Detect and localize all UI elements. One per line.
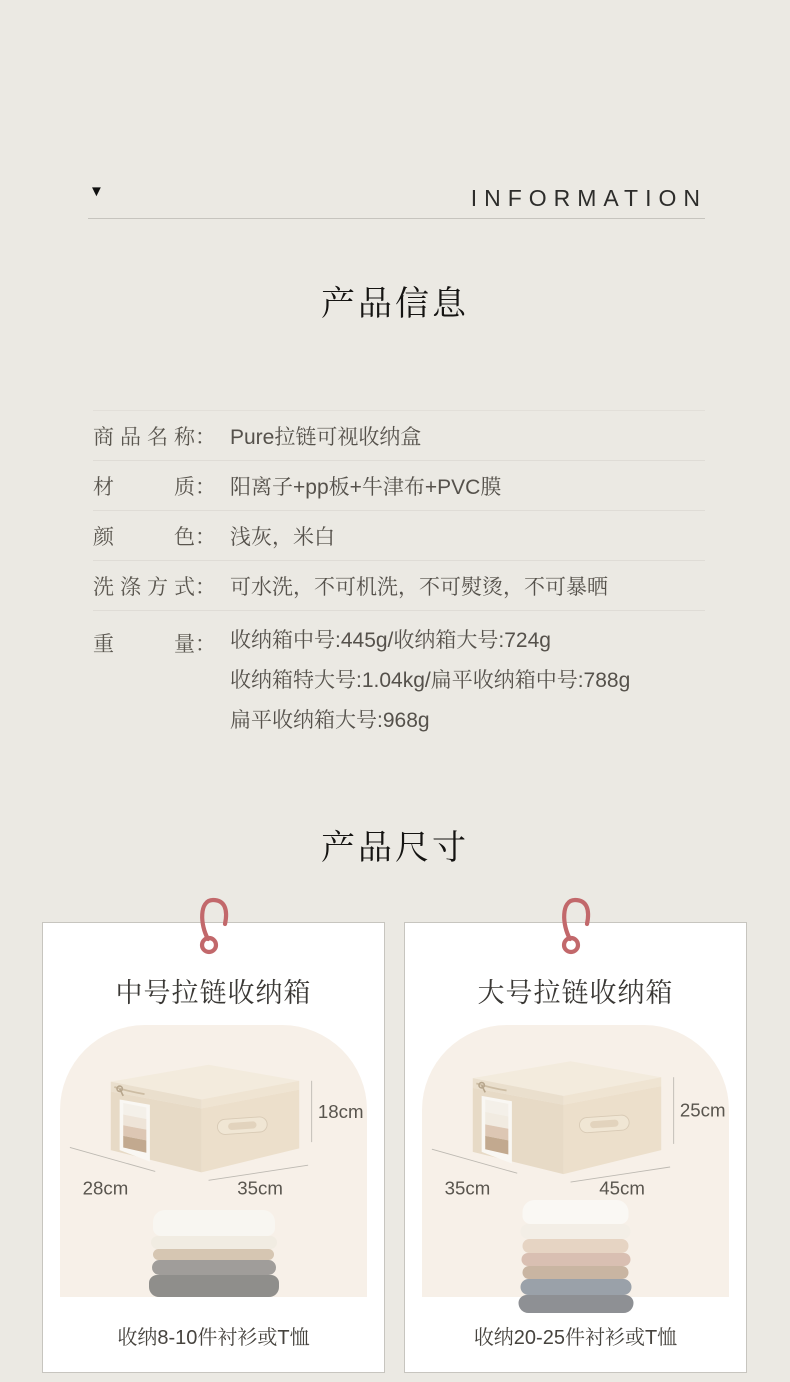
spec-label: 商品名称 xyxy=(93,425,195,449)
spec-row-name xyxy=(93,410,705,461)
size-card-large xyxy=(404,922,747,1373)
spec-label: 材质 xyxy=(93,475,195,499)
dim-height-label: 25cm xyxy=(679,1099,726,1121)
clothes-layer xyxy=(153,1210,275,1236)
weight-values xyxy=(230,621,630,741)
spec-colon: ： xyxy=(195,425,216,449)
spec-row-weight xyxy=(93,611,705,755)
weight-line: 收纳箱中号:445g/收纳箱大号:724g xyxy=(230,629,551,652)
clothes-layer xyxy=(520,1279,631,1295)
spec-label: 洗涤方式 xyxy=(93,575,195,599)
spec-label-wrap xyxy=(93,621,216,658)
card-title: 中号拉链收纳箱 xyxy=(115,978,312,1008)
clothes-layer xyxy=(149,1275,279,1297)
spec-colon: ： xyxy=(195,575,216,599)
spec-label: 重量 xyxy=(93,633,195,656)
spec-value: 阳离子+pp板+牛津布+PVC膜 xyxy=(230,475,502,499)
weight-line: 收纳箱特大号:1.04kg/扁平收纳箱中号:788g xyxy=(230,669,631,692)
dim-width-label: 45cm xyxy=(599,1177,645,1199)
spec-value: Pure拉链可视收纳盒 xyxy=(230,425,422,449)
product-panel xyxy=(60,1025,367,1297)
spec-row-material xyxy=(93,461,705,511)
box-handle xyxy=(217,1116,268,1135)
box-handle xyxy=(579,1115,630,1134)
clothes-layer xyxy=(521,1224,631,1239)
dim-height-label: 18cm xyxy=(317,1101,364,1123)
product-panel xyxy=(422,1025,729,1297)
spec-value: 可水洗，不可机洗，不可熨烫，不可暴晒 xyxy=(230,575,608,599)
clothes-layer xyxy=(152,1260,276,1275)
information-heading: INFORMATION xyxy=(470,185,707,211)
dim-depth-label: 35cm xyxy=(444,1177,491,1199)
weight-line: 扁平收纳箱大号:968g xyxy=(230,709,430,732)
triangle-marker-icon: ▼ xyxy=(89,183,104,200)
card-caption: 收纳20-25件衬衫或T恤 xyxy=(473,1327,678,1349)
section-title-product-size: 产品尺寸 xyxy=(321,829,469,867)
spec-colon: ： xyxy=(195,475,216,499)
size-card-medium xyxy=(42,922,385,1373)
storage-box-illustration xyxy=(419,1047,731,1207)
spec-row-color xyxy=(93,511,705,561)
clothes-layer xyxy=(523,1239,629,1253)
card-caption: 收纳8-10件衬衫或T恤 xyxy=(117,1327,310,1349)
clothes-layer xyxy=(153,1249,274,1260)
clothes-layer xyxy=(521,1253,630,1266)
clothes-layer xyxy=(151,1236,277,1249)
storage-box-illustration xyxy=(57,1047,369,1207)
hanger-ring-icon xyxy=(192,897,236,959)
spec-label: 颜色 xyxy=(93,525,195,549)
clothes-stack xyxy=(149,1210,279,1297)
clothes-stack xyxy=(518,1200,633,1313)
spec-colon: ： xyxy=(195,633,216,656)
card-title: 大号拉链收纳箱 xyxy=(477,978,674,1008)
spec-colon: ： xyxy=(195,525,216,549)
spec-table xyxy=(93,410,705,755)
clothes-layer xyxy=(518,1295,633,1313)
hanger-ring-icon xyxy=(554,897,598,959)
section-title-product-info: 产品信息 xyxy=(321,285,469,323)
spec-row-washing xyxy=(93,561,705,611)
clothes-layer xyxy=(523,1266,629,1279)
spec-value: 浅灰，米白 xyxy=(230,525,335,549)
dim-depth-label: 28cm xyxy=(82,1177,129,1199)
dim-width-label: 35cm xyxy=(237,1177,283,1199)
clothes-layer xyxy=(523,1200,629,1224)
header-divider xyxy=(88,218,705,219)
